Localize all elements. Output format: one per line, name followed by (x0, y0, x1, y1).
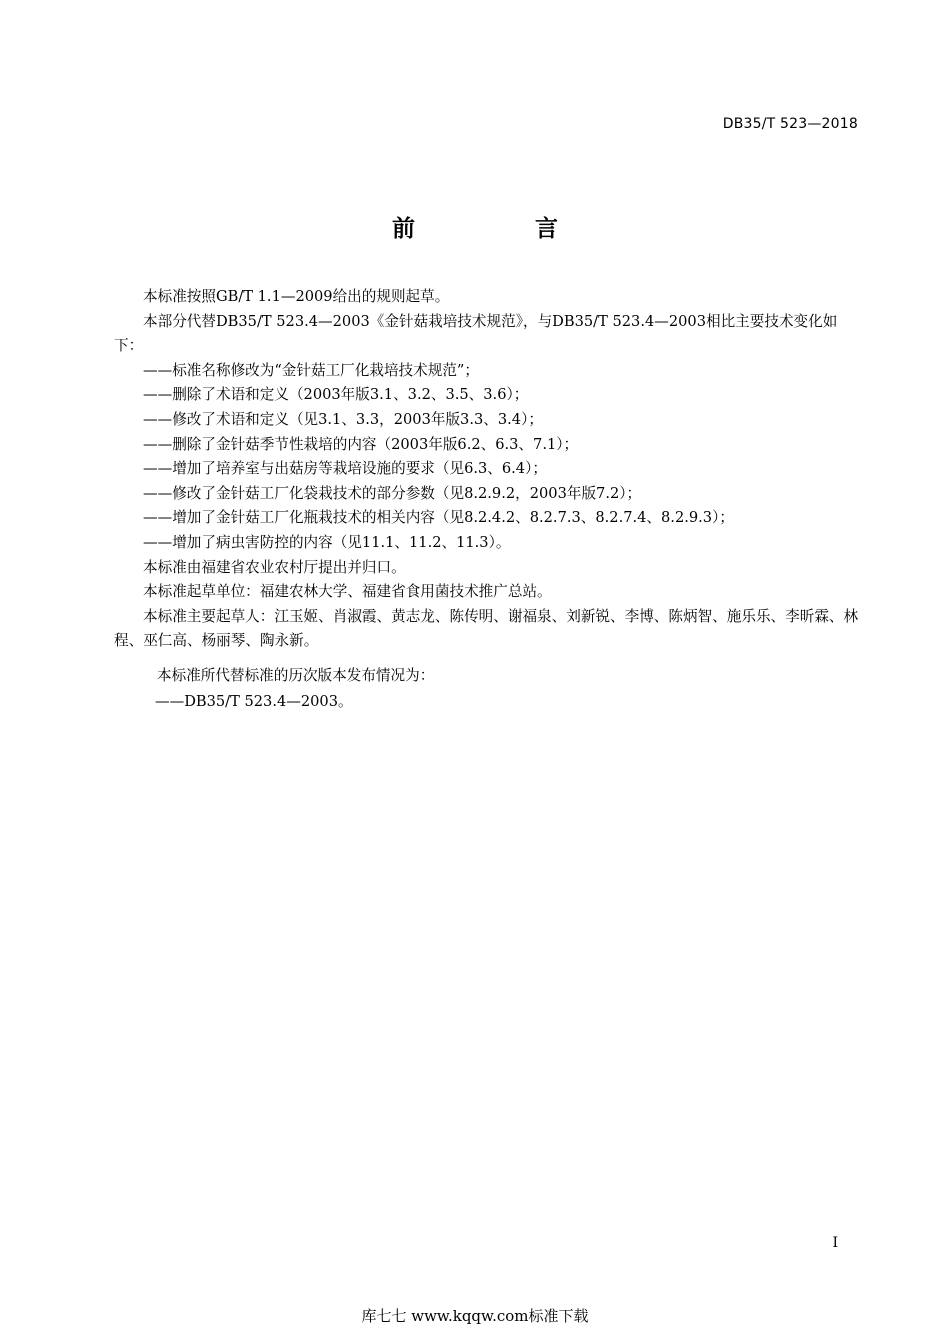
paragraph-replacement: 本部分代替DB35/T 523.4—2003《金针菇栽培技术规范》，与DB35/T 523.4—2003相比主要技术变化如下： (114, 312, 838, 355)
change-item: ——删除了术语和定义（2003年版3.1、3.2、3.5、3.6）； (143, 386, 529, 404)
change-item: ——增加了病虫害防控的内容（见11.1、11.2、11.3）。 (143, 533, 511, 551)
change-item: ——删除了金针菇季节性栽培的内容（2003年版6.2、6.3、7.1）； (143, 435, 579, 453)
change-item: ——修改了金针菇工厂化袋栽技术的部分参数（见8.2.9.2，2003年版7.2）； (143, 484, 642, 502)
history-section (114, 663, 862, 715)
document-code: DB35/T 523—2018 (722, 116, 858, 132)
page-number: I (832, 1235, 838, 1251)
change-item: ——增加了培养室与出菇房等栽培设施的要求（见6.3、6.4）； (143, 460, 547, 478)
foreword-body (114, 285, 862, 654)
history-intro: 本标准所代替标准的历次版本发布情况为： (157, 667, 435, 684)
change-item: ——增加了金针菇工厂化瓶栽技术的相关内容（见8.2.4.2、8.2.7.3、8.2.7.4、8.2.9.3）； (143, 509, 734, 527)
footer-watermark: 库七七 www.kqqw.com标准下载 (361, 1307, 589, 1325)
history-item: ——DB35/T 523.4—2003。 (155, 693, 353, 710)
change-item: ——修改了术语和定义（见3.1、3.3，2003年版3.3、3.4）； (143, 410, 543, 428)
paragraph-proposer: 本标准由福建省农业农村厅提出并归口。 (143, 558, 406, 576)
paragraph-drafting-rules: 本标准按照GB/T 1.1—2009给出的规则起草。 (143, 288, 450, 305)
paragraph-drafters: 本标准主要起草人：江玉姬、肖淑霞、黄志龙、陈传明、谢福泉、刘新锐、李博、陈炳智、施乐乐、李昕霖、林程、巫仁高、杨丽琴、陶永新。 (114, 607, 859, 650)
page-title: 前 言 (391, 216, 614, 242)
paragraph-drafting-units: 本标准起草单位：福建农林大学、福建省食用菌技术推广总站。 (143, 583, 552, 601)
change-item: ——标准名称修改为“金针菇工厂化栽培技术规范”； (143, 361, 479, 379)
